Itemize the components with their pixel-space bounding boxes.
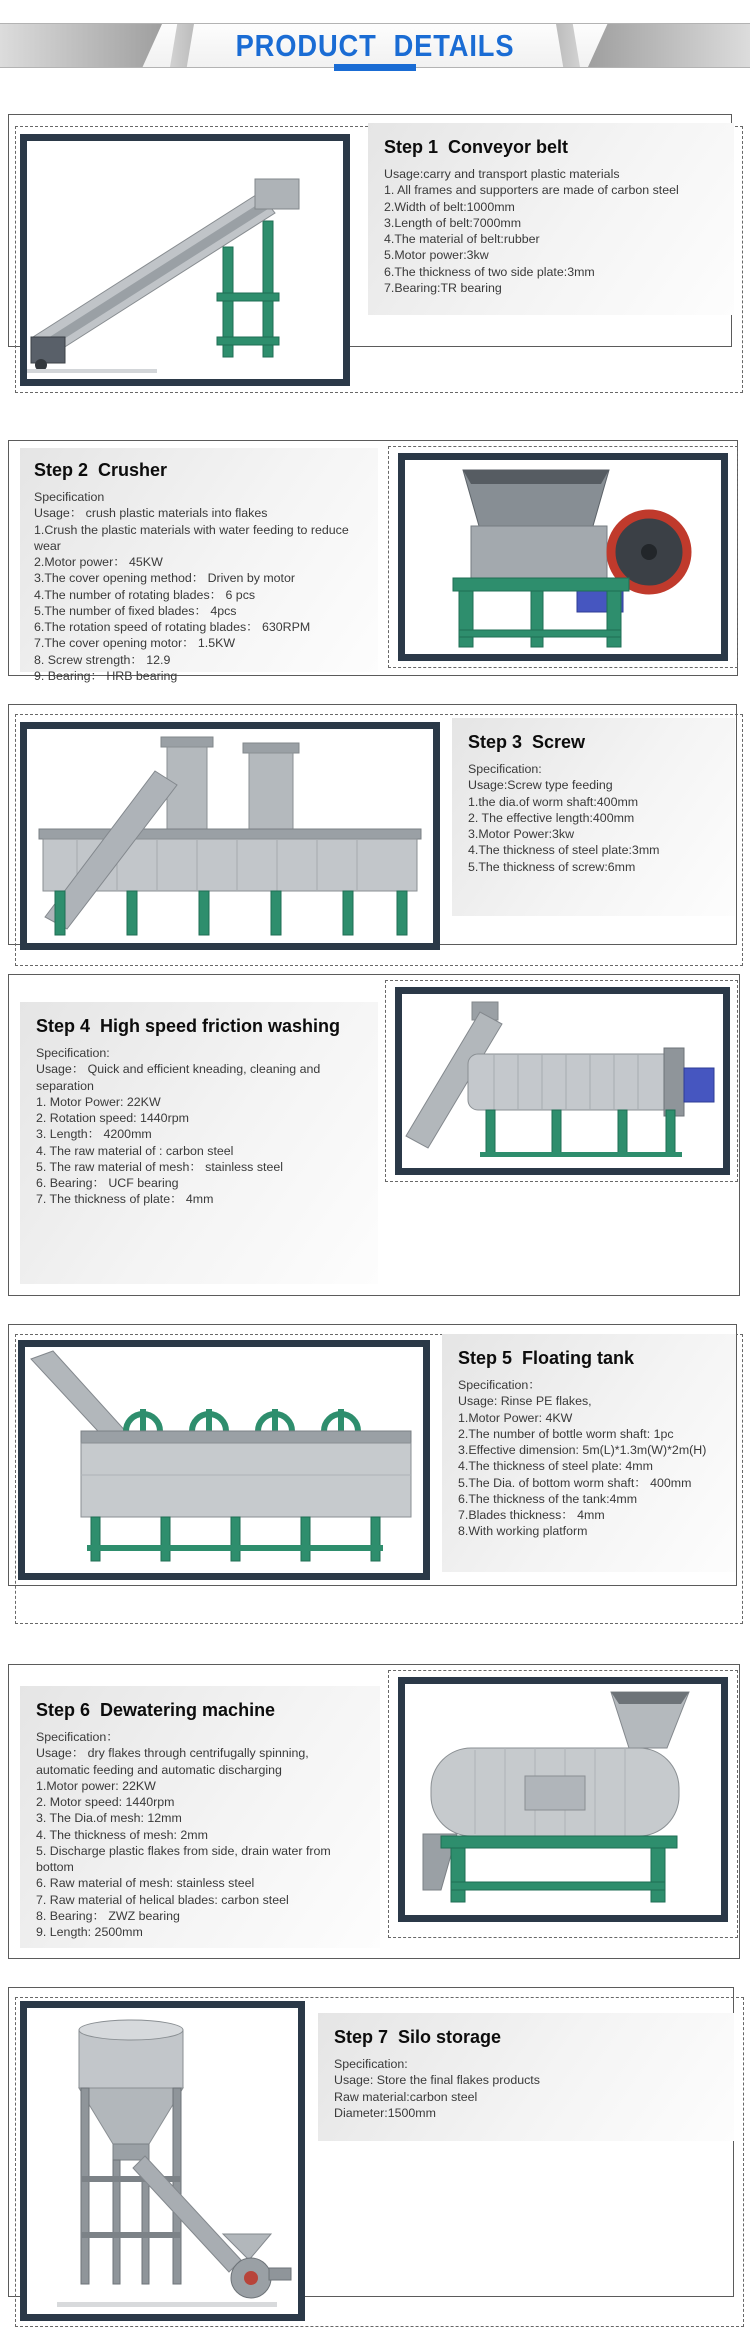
step-3-spec-list (468, 761, 719, 875)
step-7-spec-list (334, 2056, 718, 2121)
spec-line: 9. Bearing： HRB bearing (34, 668, 178, 683)
floating-tank-illustration (25, 1347, 423, 1573)
spec-line: 5.The thickness of screw:6mm (468, 859, 636, 874)
spec-line: Specification： (458, 1378, 541, 1392)
spec-line: 6.The thickness of two side plate:3mm (384, 264, 595, 279)
spec-line: Specification: (36, 1046, 110, 1060)
spec-line: 2. Rotation speed: 1440rpm (36, 1111, 189, 1125)
spec-line: Specification： (36, 1730, 119, 1744)
spec-line: 3.Motor Power:3kw (468, 827, 575, 841)
spec-line: 7. The thickness of plate： 4mm (36, 1192, 214, 1207)
spec-line: 4.The thickness of steel plate:3mm (468, 843, 660, 858)
spec-line: 4.The thickness of steel plate: 4mm (458, 1459, 653, 1474)
spec-line: 3.The cover opening method： Driven by motor (34, 571, 296, 586)
spec-line: Usage: Rinse PE flakes, (458, 1394, 592, 1409)
spec-line: 7.Blades thickness： 4mm (458, 1508, 605, 1522)
spec-line: Raw material:carbon steel (334, 2089, 478, 2104)
spec-line: Diameter:1500mm (334, 2105, 436, 2120)
step-3-text-panel (452, 718, 735, 916)
spec-line: 4.The number of rotating blades： 6 pcs (34, 587, 256, 602)
spec-line: Usage： dry flakes through centrifugally spinning, automatic feeding and automatic discharging (36, 1746, 309, 1777)
spec-line: Usage： Quick and efficient kneading, cleaning and separation (36, 1062, 321, 1093)
step-7-text-panel (318, 2013, 734, 2141)
spec-line: 6.The rotation speed of rotating blades： 630RPM (34, 620, 311, 634)
friction-washer-photo (395, 987, 730, 1175)
spec-line: 5. Discharge plastic flakes from side, drain water from bottom (36, 1843, 331, 1874)
step-3-title: Step 3 Screw (468, 732, 586, 752)
step-6-spec-list (36, 1729, 364, 1940)
spec-line: 5.The number of fixed blades： 4pcs (34, 603, 237, 618)
spec-line: Specification: (468, 762, 542, 776)
step-1-text-panel (368, 123, 734, 315)
step-4-title: Step 4 High speed friction washing (36, 1016, 341, 1036)
spec-line: 6. Raw material of mesh: stainless steel (36, 1876, 255, 1891)
step-4-spec-list (36, 1045, 362, 1208)
step-5-section (0, 1324, 750, 1624)
spec-line: 8.With working platform (458, 1524, 588, 1539)
title-underline (334, 64, 416, 71)
step-4-section (0, 974, 750, 1296)
step-2-spec-list (34, 489, 364, 684)
spec-line: 2. The effective length:400mm (468, 810, 635, 825)
spec-line: 3.Effective dimension: 5m(L)*1.3m(W)*2m(H) (458, 1443, 707, 1457)
conveyor-belt-photo (20, 134, 350, 386)
spec-line: 5. The raw material of mesh： stainless steel (36, 1159, 283, 1174)
silo-storage-illustration (27, 2008, 298, 2314)
step-7-title: Step 7 Silo storage (334, 2027, 502, 2047)
spec-line: Usage:Screw type feeding (468, 778, 613, 793)
spec-line: 8. Bearing： ZWZ bearing (36, 1908, 180, 1923)
spec-line: 4.The material of belt:rubber (384, 232, 540, 246)
step-6-section (0, 1664, 750, 1959)
step-5-text-panel (442, 1334, 736, 1572)
step-2-section (0, 440, 750, 683)
step-6-title: Step 6 Dewatering machine (36, 1700, 276, 1720)
spec-line: 9. Length: 2500mm (36, 1925, 143, 1939)
spec-line: 1.Motor Power: 4KW (458, 1410, 573, 1425)
step-2-title: Step 2 Crusher (34, 460, 168, 480)
spec-line: 7.The cover opening motor： 1.5KW (34, 636, 236, 651)
spec-line: 2. Motor speed: 1440rpm (36, 1795, 175, 1809)
crusher-photo (398, 453, 728, 661)
step-1-spec-list (384, 166, 718, 296)
step-1-title: Step 1 Conveyor belt (384, 137, 569, 157)
step-4-text-panel (20, 1002, 378, 1284)
step-3-section (0, 704, 750, 966)
spec-line: 2.The number of bottle worm shaft: 1pc (458, 1426, 674, 1441)
step-2-text-panel (20, 448, 378, 683)
spec-line: 2.Motor power： 45KW (34, 555, 163, 569)
product-details-header (0, 23, 750, 68)
spec-line: 3.Length of belt:7000mm (384, 215, 522, 230)
spec-line: 5.Motor power:3kw (384, 248, 489, 263)
screw-feeder-photo (20, 722, 440, 950)
spec-line: 7. Raw material of helical blades: carbon steel (36, 1892, 289, 1907)
page-title: PRODUCT DETAILS (235, 28, 515, 63)
silo-storage-photo (20, 2001, 305, 2321)
spec-line: 3. Length： 4200mm (36, 1127, 152, 1142)
spec-line: 5.The Dia. of bottom worm shaft： 400mm (458, 1475, 692, 1490)
step-6-text-panel (20, 1686, 380, 1948)
spec-line: 1.Crush the plastic materials with water feeding to reduce wear (34, 522, 349, 553)
screw-feeder-illustration (27, 729, 433, 943)
spec-line: 1.Motor power: 22KW (36, 1778, 156, 1793)
step-1-section (0, 114, 750, 394)
spec-line: 1. Motor Power: 22KW (36, 1094, 161, 1109)
spec-line: 6.The thickness of the tank:4mm (458, 1491, 638, 1506)
spec-line: Usage： crush plastic materials into flakes (34, 506, 268, 521)
spec-line: 4. The raw material of : carbon steel (36, 1143, 234, 1158)
friction-washer-illustration (402, 994, 723, 1168)
floating-tank-photo (18, 1340, 430, 1580)
spec-line: 1. All frames and supporters are made of carbon steel (384, 183, 679, 198)
spec-line: Specification (34, 490, 105, 504)
spec-line: Specification: (334, 2057, 408, 2071)
spec-line: 4. The thickness of mesh: 2mm (36, 1827, 208, 1842)
step-5-spec-list (458, 1377, 720, 1540)
spec-line: 1.the dia.of worm shaft:400mm (468, 794, 639, 809)
spec-line: 6. Bearing： UCF bearing (36, 1176, 179, 1190)
crusher-illustration (405, 460, 721, 654)
spec-line: 2.Width of belt:1000mm (384, 199, 515, 214)
step-7-section (0, 1987, 750, 2328)
dewatering-machine-illustration (405, 1684, 721, 1915)
spec-line: 8. Screw strength： 12.9 (34, 652, 171, 667)
conveyor-belt-illustration (27, 141, 343, 379)
spec-line: 7.Bearing:TR bearing (384, 280, 502, 295)
spec-line: 3. The Dia.of mesh: 12mm (36, 1811, 182, 1826)
dewatering-machine-photo (398, 1677, 728, 1922)
spec-line: Usage:carry and transport plastic materials (384, 167, 620, 181)
step-5-title: Step 5 Floating tank (458, 1348, 635, 1368)
spec-line: Usage: Store the final flakes products (334, 2073, 540, 2088)
